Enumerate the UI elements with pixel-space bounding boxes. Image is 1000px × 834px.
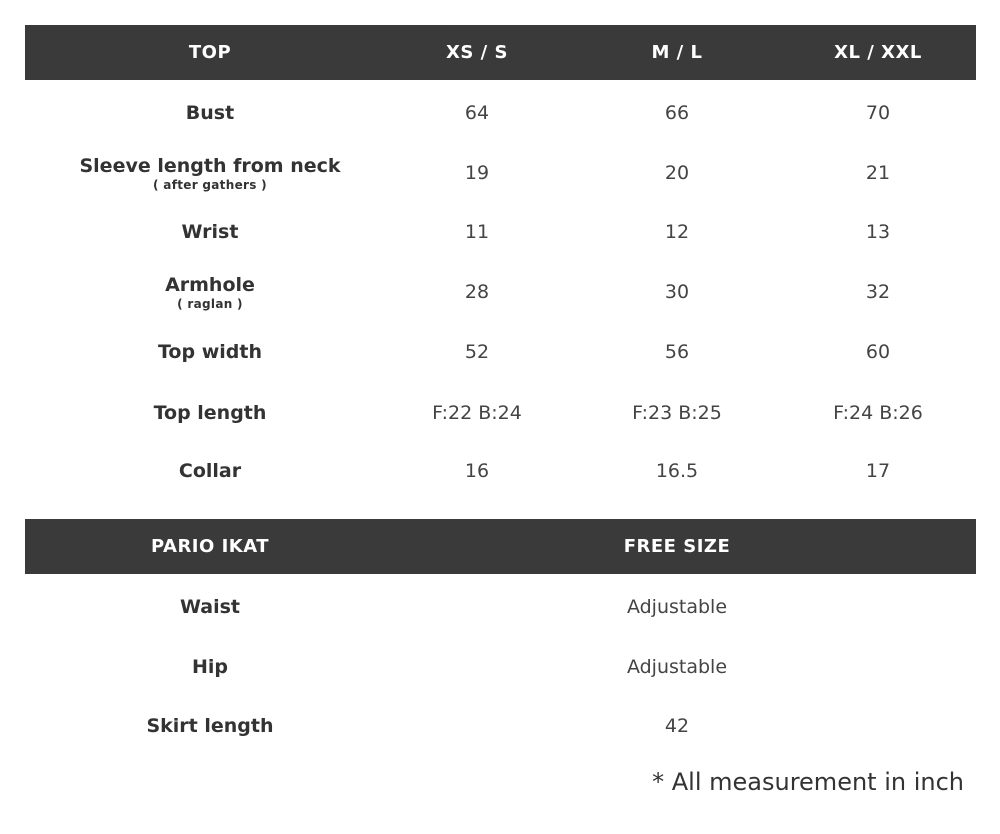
header-top: TOP [188, 42, 232, 63]
cell-value: 19 [464, 162, 490, 184]
row-label-text: Top width [158, 341, 262, 363]
row-label [25, 582, 395, 632]
row-label-text: Hip [191, 656, 228, 678]
cell-value: 21 [865, 162, 891, 184]
row-label-subtext: ( after gathers ) [153, 177, 267, 192]
row-label-text: Top length [153, 402, 267, 424]
row-label [25, 88, 395, 138]
cell-value: 16 [464, 460, 490, 482]
row-label [25, 388, 395, 438]
row-label-text: Bust [185, 102, 235, 124]
row-label [25, 207, 395, 257]
cell-value: 16.5 [655, 460, 699, 482]
row-label-text: Collar [178, 460, 242, 482]
row-label [25, 327, 395, 377]
table-row [25, 267, 976, 317]
header-pario-ikat: PARIO IKAT [150, 536, 270, 557]
table-row [25, 327, 976, 377]
table-row [25, 88, 976, 138]
cell-value: 20 [664, 162, 690, 184]
table-row [25, 582, 976, 632]
row-label-text: Armhole [165, 273, 255, 296]
row-label-text: Sleeve length from neck [79, 154, 341, 177]
table-row [25, 148, 976, 198]
row-label [25, 701, 395, 751]
cell-value: 60 [865, 341, 891, 363]
pario-table-header [25, 519, 976, 574]
cell-value: F:23 B:25 [632, 402, 722, 424]
cell-value: 32 [865, 281, 891, 303]
cell-value: 11 [464, 221, 490, 243]
header-size-xl-xxl: XL / XXL [834, 42, 922, 63]
cell-value: 66 [664, 102, 690, 124]
cell-value: Adjustable [626, 596, 728, 618]
cell-value: 30 [664, 281, 690, 303]
header-size-xs-s: XS / S [446, 42, 508, 63]
cell-value: 12 [664, 221, 690, 243]
cell-value: Adjustable [626, 656, 728, 678]
row-label [25, 642, 395, 692]
row-label-text: Waist [179, 596, 240, 618]
cell-value: 28 [464, 281, 490, 303]
cell-value: F:22 B:24 [432, 402, 522, 424]
row-label [25, 148, 395, 198]
table-row [25, 701, 976, 751]
cell-value: F:24 B:26 [833, 402, 923, 424]
cell-value: 52 [464, 341, 490, 363]
cell-value: 13 [865, 221, 891, 243]
table-row [25, 388, 976, 438]
top-table-header [25, 25, 976, 80]
row-label [25, 267, 395, 317]
row-label-text: Skirt length [146, 715, 274, 737]
header-free-size: FREE SIZE [623, 536, 731, 557]
cell-value: 70 [865, 102, 891, 124]
cell-value: 56 [664, 341, 690, 363]
row-label [25, 446, 395, 496]
cell-value: 17 [865, 460, 891, 482]
header-size-m-l: M / L [651, 42, 703, 63]
measurement-note: * All measurement in inch [652, 768, 964, 796]
cell-value: 64 [464, 102, 490, 124]
table-row [25, 642, 976, 692]
row-label-text: Wrist [181, 221, 239, 243]
row-label-subtext: ( raglan ) [177, 296, 243, 311]
table-row [25, 446, 976, 496]
table-row [25, 207, 976, 257]
cell-value: 42 [664, 715, 690, 737]
